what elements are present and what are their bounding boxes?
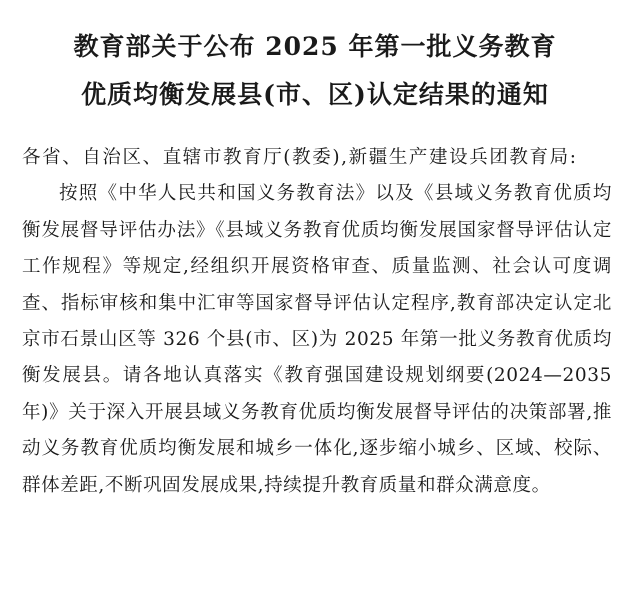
notice-body [22,140,612,504]
salutation: 各省、自治区、直辖市教育厅(教委),新疆生产建设兵团教育局: [22,147,578,168]
title-line-1: 教育部关于公布 2025 年第一批义务教育 [73,32,557,61]
body-paragraph: 按照《中华人民共和国义务教育法》以及《县域义务教育优质均衡发展督导评估办法》《县域义务教育优质均衡发展国家督导评估认定工作规程》等规定,经组织开展资格审查、质量监测、社会认可度调查、指标审核和集中汇审等国家督导评估认定程序,教育部决定认定北京市石景山区等 326 个县(市、区)为 2025 年第一批义务教育优质均衡发展县。请各地认真落实《教育强国建设规划纲要(2024—2035 年)》关于深入开展县域义务教育优质均衡发展督导评估的决策部署,推动义务教育优质均衡发展和城乡一体化,逐步缩小城乡、区域、校际、群体差距,不断巩固发展成果,持续提升教育质量和群众满意度。 [22,183,612,496]
title-line-2: 优质均衡发展县(市、区)认定结果的通知 [81,80,549,109]
